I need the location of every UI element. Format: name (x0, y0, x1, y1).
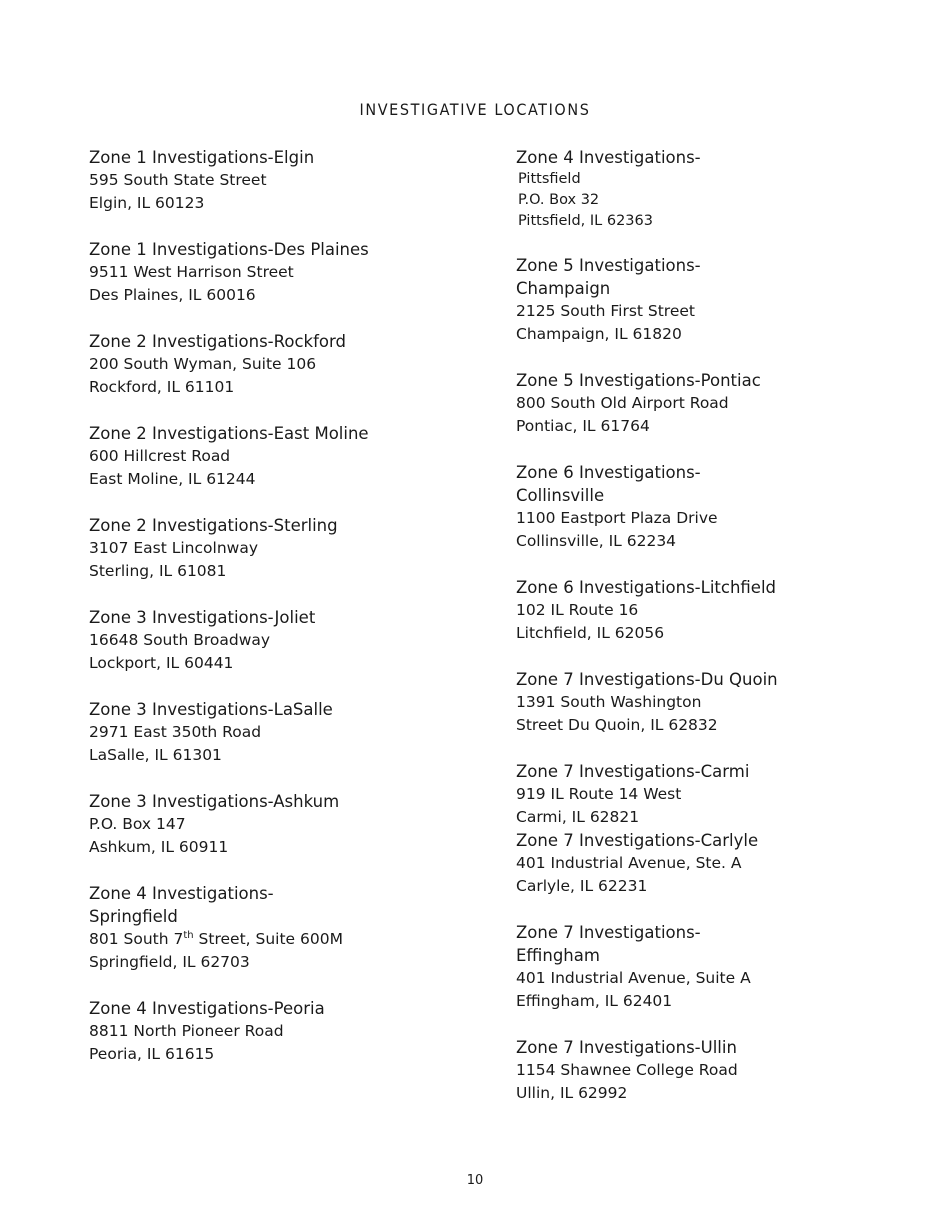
location-name: Zone 2 Investigations-Rockford (89, 332, 346, 351)
street-address: 3107 East Lincolnway (89, 539, 258, 557)
location-name-continued: Effingham (516, 946, 600, 965)
street-address: 919 IL Route 14 West (516, 785, 682, 803)
city-state-zip: Collinsville, IL 62234 (516, 532, 677, 550)
location-entry (516, 921, 876, 1013)
street-address: 401 Industrial Avenue, Ste. A (516, 854, 742, 872)
street-address: 595 South State Street (89, 171, 267, 189)
location-name-continued: Pittsfield (518, 171, 581, 187)
location-name: Zone 1 Investigations-Elgin (89, 148, 315, 167)
location-entry (516, 760, 876, 829)
location-entry (89, 882, 449, 974)
street-address: 16648 South Broadway (89, 631, 271, 649)
location-name: Zone 5 Investigations- (516, 256, 701, 275)
location-entry (89, 997, 449, 1066)
location-name-continued: Collinsville (516, 486, 605, 505)
location-name: Zone 6 Investigations- (516, 463, 701, 482)
city-state-zip: Champaign, IL 61820 (516, 325, 682, 343)
street-address-part: 801 South 7 (89, 930, 184, 948)
location-name: Zone 3 Investigations-LaSalle (89, 700, 333, 719)
city-state-zip: Lockport, IL 60441 (89, 654, 234, 672)
location-name-continued: Springfield (89, 907, 178, 926)
street-address: 401 Industrial Avenue, Suite A (516, 969, 751, 987)
city-state-zip: Pontiac, IL 61764 (516, 417, 650, 435)
location-name: Zone 7 Investigations-Carlyle (516, 831, 759, 850)
location-entry (89, 606, 449, 675)
street-address: 1391 South Washington (516, 693, 702, 711)
city-state-zip: Peoria, IL 61615 (89, 1045, 215, 1063)
location-entry (89, 790, 449, 859)
ordinal-suffix: th (183, 930, 194, 941)
city-state-zip: Ashkum, IL 60911 (89, 838, 229, 856)
location-name: Zone 7 Investigations-Du Quoin (516, 670, 778, 689)
city-state-zip: Sterling, IL 61081 (89, 562, 227, 580)
street-address: 2125 South First Street (516, 302, 695, 320)
location-entry (89, 330, 449, 399)
street-address: 102 IL Route 16 (516, 601, 639, 619)
street-address (89, 928, 449, 951)
street-address: 600 Hillcrest Road (89, 447, 231, 465)
street-address: 2971 East 350th Road (89, 723, 262, 741)
location-entry (516, 1036, 876, 1105)
street-address: 800 South Old Airport Road (516, 394, 729, 412)
location-name: Zone 3 Investigations-Joliet (89, 608, 316, 627)
city-state-zip: Pittsfield, IL 62363 (518, 213, 653, 229)
right-column (516, 146, 876, 1128)
city-state-zip: Litchfield, IL 62056 (516, 624, 665, 642)
location-entry (516, 254, 876, 346)
location-entry (516, 369, 876, 438)
location-name: Zone 3 Investigations-Ashkum (89, 792, 340, 811)
street-address: 1100 Eastport Plaza Drive (516, 509, 718, 527)
city-state-zip: Springfield, IL 62703 (89, 953, 250, 971)
location-name: Zone 7 Investigations-Carmi (516, 762, 750, 781)
location-entry (89, 146, 449, 215)
location-entry (89, 422, 449, 491)
location-name: Zone 4 Investigations-Peoria (89, 999, 325, 1018)
street-address: P.O. Box 147 (89, 815, 186, 833)
location-entry (516, 461, 876, 553)
location-name: Zone 4 Investigations- (89, 884, 274, 903)
location-name: Zone 7 Investigations-Ullin (516, 1038, 737, 1057)
location-name: Zone 7 Investigations- (516, 923, 701, 942)
location-entry (89, 514, 449, 583)
city-state-zip: Ullin, IL 62992 (516, 1084, 628, 1102)
street-address: P.O. Box 32 (518, 192, 600, 208)
location-name: Zone 2 Investigations-East Moline (89, 424, 369, 443)
left-column (89, 146, 449, 1089)
city-state-zip: Des Plaines, IL 60016 (89, 286, 256, 304)
city-state-zip: Carlyle, IL 62231 (516, 877, 648, 895)
location-entry (516, 668, 876, 737)
city-state-zip: Carmi, IL 62821 (516, 808, 640, 826)
city-state-zip: Rockford, IL 61101 (89, 378, 235, 396)
location-name: Zone 1 Investigations-Des Plaines (89, 240, 369, 259)
city-state-zip: LaSalle, IL 61301 (89, 746, 222, 764)
page-number: 10 (466, 1173, 484, 1188)
city-state-zip: Effingham, IL 62401 (516, 992, 673, 1010)
location-name: Zone 5 Investigations-Pontiac (516, 371, 761, 390)
location-entry (516, 829, 876, 898)
city-state-zip: Elgin, IL 60123 (89, 194, 205, 212)
location-entry (516, 146, 876, 232)
location-name: Zone 4 Investigations- (516, 148, 701, 167)
location-entry (89, 698, 449, 767)
page-title: INVESTIGATIVE LOCATIONS (359, 100, 591, 119)
city-state-zip: Street Du Quoin, IL 62832 (516, 716, 718, 734)
street-address: 200 South Wyman, Suite 106 (89, 355, 317, 373)
street-address: 8811 North Pioneer Road (89, 1022, 284, 1040)
street-address: 1154 Shawnee College Road (516, 1061, 738, 1079)
city-state-zip: East Moline, IL 61244 (89, 470, 256, 488)
location-name: Zone 6 Investigations-Litchfield (516, 578, 777, 597)
location-name-continued: Champaign (516, 279, 611, 298)
location-entry (516, 576, 876, 645)
location-entry (89, 238, 449, 307)
street-address-part: Street, Suite 600M (193, 930, 343, 948)
street-address: 9511 West Harrison Street (89, 263, 294, 281)
location-name: Zone 2 Investigations-Sterling (89, 516, 338, 535)
